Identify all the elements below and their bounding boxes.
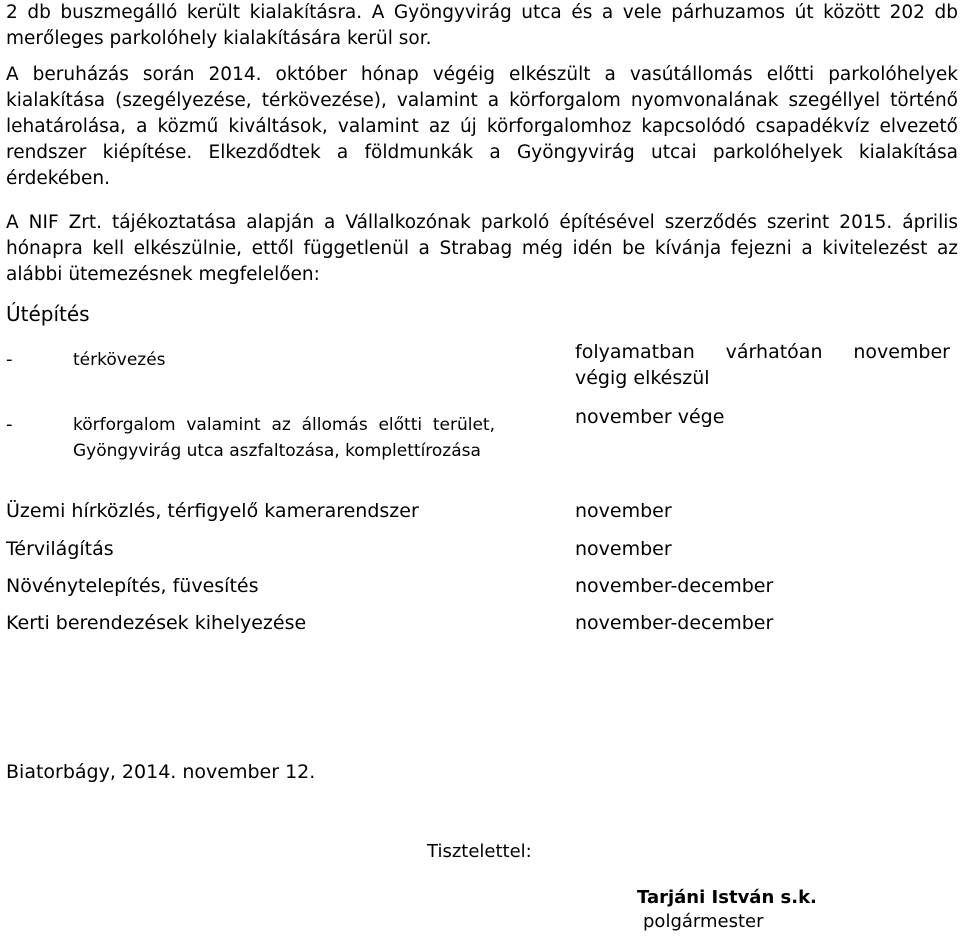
schedule-item-deadline: november-december <box>575 575 774 597</box>
schedule-item-deadline: folyamatban várhatóan november végig elkészül <box>575 341 950 389</box>
schedule-item-label: körforgalom valamint az állomás előtti terület, Gyöngyvirág utca aszfaltozása, komplettírozása <box>73 415 495 461</box>
schedule-item-deadline: november vége <box>575 406 725 428</box>
schedule-item-label: Kerti berendezések kihelyezése <box>6 612 307 634</box>
schedule-item-label: térkövezés <box>73 350 166 370</box>
closing-salutation: Tisztelettel: <box>427 841 532 862</box>
schedule-item-deadline: november <box>575 538 672 560</box>
paragraph-intro: 2 db buszmegálló került kialakításra. A Gyöngyvirág utca és a vele párhuzamos út között 202 db merőleges parkolóhely kialakítására kerül sor. <box>6 2 958 49</box>
paragraph-schedule-intro: A NIF Zrt. tájékoztatása alapján a Vállalkozónak parkoló építésével szerződés szerint 2015. április hónapra kell elkészülnie, ettől függetlenül a Strabag még idén be kívánja fejezni a kivitelezést az alábbi ütemezésnek megfelelően: <box>6 212 958 285</box>
schedule-item-label: Üzemi hírközlés, térfigyelő kamerarendszer <box>6 500 419 522</box>
place-and-date: Biatorbágy, 2014. november 12. <box>6 761 316 783</box>
signer-name: Tarjáni István s.k. <box>637 887 817 908</box>
schedule-item-label: Térvilágítás <box>6 538 114 560</box>
section-heading-utepites: Útépítés <box>6 302 90 326</box>
list-dash: - <box>6 414 13 435</box>
signer-title: polgármester <box>643 911 764 932</box>
schedule-item-deadline: november-december <box>575 612 774 634</box>
schedule-item-deadline: november <box>575 500 672 522</box>
list-dash: - <box>6 349 13 370</box>
schedule-item-label: Növénytelepítés, füvesítés <box>6 575 259 597</box>
paragraph-progress: A beruházás során 2014. október hónap végéig elkészült a vasútállomás előtti parkolóhelyek kialakítása (szegélyezése, térkövezése), valamint a körforgalom nyomvonalának szegéllyel történő lehatárolása, a közmű kiváltások, valamint az új körforgalomhoz kapcsolódó csapadékvíz elvezető rendszer kiépítése. Elkezdődtek a földmunkák a Gyöngyvirág utcai parkolóhelyek kialakítása érdekében. <box>6 64 958 189</box>
